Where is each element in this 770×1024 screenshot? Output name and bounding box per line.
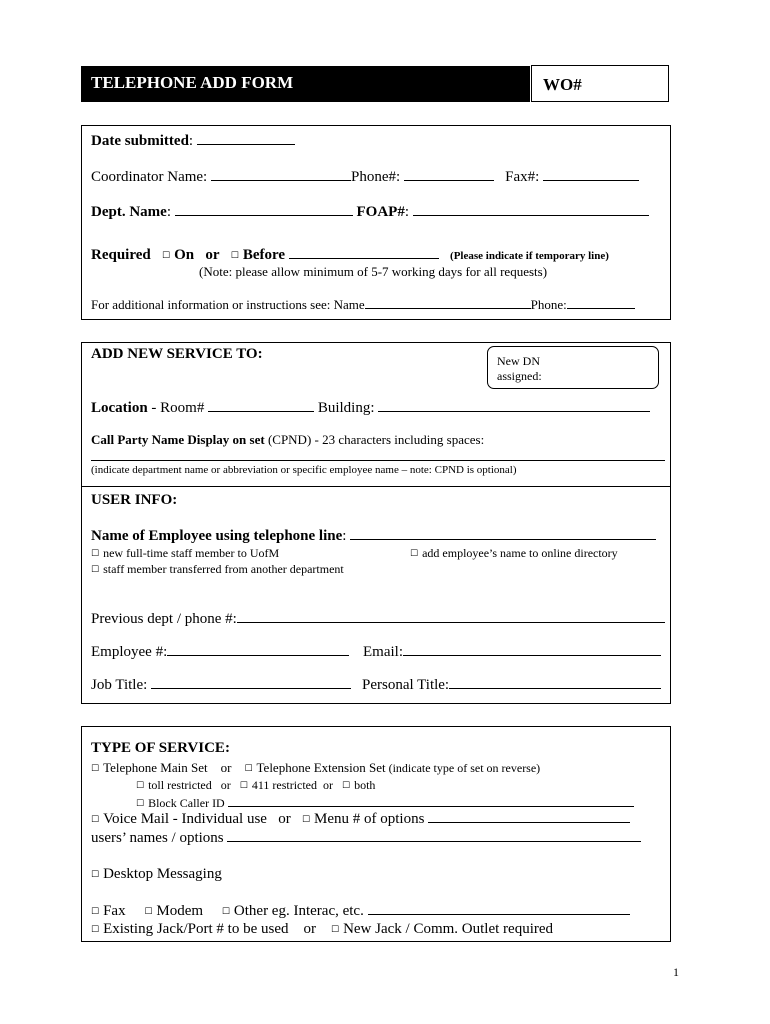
dept-name-field[interactable] [175,203,353,216]
room-label: - Room# [147,400,205,416]
building-field[interactable] [378,399,650,412]
employee-name-field[interactable] [350,527,656,540]
checkbox-icon[interactable]: ☐ [136,781,145,791]
other-field[interactable] [368,902,630,915]
personal-title-row [362,676,661,694]
user-info-heading: USER INFO: [91,492,178,508]
modem-label: Modem [156,903,204,919]
checkbox-icon[interactable]: ☐ [91,549,100,559]
or-label: or [220,778,231,792]
page-number: 1 [673,965,679,979]
new-staff-label: new full-time staff member to UofM [103,546,280,560]
fax-label: Fax [103,903,126,919]
new-dn-label: New DN [497,354,540,368]
checkbox-icon[interactable]: ☐ [161,251,171,261]
form-title: TELEPHONE ADD FORM [81,66,530,102]
required-label: Required [91,247,151,263]
checkbox-icon[interactable]: ☐ [91,925,100,935]
transferred-label: staff member transferred from another department [103,562,344,576]
checkbox-icon[interactable]: ☐ [244,764,253,774]
checkbox-icon[interactable]: ☐ [410,549,419,559]
requester-info-section [81,125,671,320]
add-directory-label: add employee’s name to online directory [422,546,618,560]
previous-dept-label: Previous dept / phone #: [91,611,237,627]
previous-dept-field[interactable] [237,610,665,623]
other-label: Other eg. Interac, etc. [233,903,364,919]
employee-colon: : [342,528,347,544]
date-colon: : [188,133,194,149]
wo-number-field[interactable] [531,65,669,102]
foap-colon: : [404,204,409,220]
employee-number-label: Employee #: [91,644,168,660]
coordinator-row [91,168,639,186]
block-caller-row [136,794,634,811]
previous-dept-row [91,610,665,628]
block-caller-label: Block Caller ID [148,796,225,810]
coordinator-name-label: Coordinator Name: [91,169,208,185]
or-label: or [205,247,220,263]
before-label: Before [242,247,286,263]
checkbox-icon[interactable]: ☐ [91,764,100,774]
fax-modem-row [91,902,630,920]
or-label: or [303,921,316,937]
date-submitted-field[interactable] [197,132,295,145]
set-type-row [91,760,540,776]
employee-name-row [91,527,656,545]
checkbox-icon[interactable]: ☐ [91,870,100,880]
extension-set-label: Telephone Extension Set [256,760,386,775]
menu-options-label: Menu # of options [314,811,425,827]
before-date-field[interactable] [289,246,439,259]
new-dn-assigned-label: assigned: [497,369,542,383]
voice-mail-label: Voice Mail - Individual use [103,811,267,827]
dept-name-label: Dept. Name [91,204,167,220]
transferred-option[interactable] [91,562,344,577]
personal-title-field[interactable] [449,676,661,689]
or-label: or [278,811,291,827]
checkbox-icon[interactable]: ☐ [91,815,100,825]
desktop-messaging-option[interactable] [91,866,222,883]
new-dn-box[interactable] [487,346,659,389]
checkbox-icon[interactable]: ☐ [239,781,248,791]
both-label: both [354,778,376,792]
checkbox-icon[interactable]: ☐ [91,907,100,917]
room-field[interactable] [208,399,314,412]
phone-label: Phone#: [350,169,401,185]
dept-row [91,203,649,221]
new-jack-label: New Jack / Comm. Outlet required [343,921,554,937]
on-label: On [174,247,195,263]
foap-label: FOAP# [356,204,405,220]
job-title-field[interactable] [151,676,351,689]
fax-field[interactable] [543,168,639,181]
jack-row [91,921,553,938]
cpnd-field[interactable] [91,460,665,461]
employee-number-row [91,643,349,661]
location-label: Location [91,400,148,416]
existing-jack-label: Existing Jack/Port # to be used [103,921,289,937]
wo-label: WO# [543,75,582,94]
checkbox-icon[interactable]: ☐ [342,781,351,791]
phone-field[interactable] [404,168,494,181]
users-names-field[interactable] [227,829,641,842]
email-label: Email: [363,644,403,660]
restriction-row [136,778,375,793]
building-label: Building: [317,400,375,416]
add-new-service-heading: ADD NEW SERVICE TO: [91,346,263,362]
contact-name-field[interactable] [365,296,531,309]
desktop-messaging-label: Desktop Messaging [103,866,222,882]
required-row [91,246,609,264]
working-days-note: (Note: please allow minimum of 5-7 working days for all requests) [199,264,548,279]
fax-label: Fax#: [505,169,540,185]
email-field[interactable] [403,643,661,656]
job-title-label: Job Title: [91,677,148,693]
cpnd-note: (indicate department name or abbreviation or specific employee name – note: CPND is optional) [91,464,517,476]
date-submitted-label: Date submitted [91,133,189,149]
coordinator-name-field[interactable] [211,168,351,181]
email-row [363,643,661,661]
add-directory-option[interactable] [410,546,618,561]
extension-set-note: (indicate type of set on reverse) [385,761,541,775]
voice-mail-row [91,810,630,828]
or-label: or [323,778,334,792]
checkbox-icon[interactable]: ☐ [301,815,311,825]
phone2-label: Phone: [530,297,567,312]
cpnd-label: Call Party Name Display on set [91,432,265,447]
location-row [91,399,650,417]
employee-name-label: Name of Employee using telephone line [91,528,343,544]
checkbox-icon[interactable]: ☐ [330,925,340,935]
personal-title-label: Personal Title: [362,677,450,693]
checkbox-icon[interactable]: ☐ [136,799,145,809]
checkbox-icon[interactable]: ☐ [221,907,230,917]
dept-colon: : [166,204,171,220]
foap-field[interactable] [413,203,649,216]
checkbox-icon[interactable]: ☐ [230,251,239,261]
checkbox-icon[interactable]: ☐ [144,907,153,917]
job-title-row [91,676,351,694]
users-names-label: users’ names / options [91,830,224,846]
menu-options-field[interactable] [428,810,630,823]
employee-number-field[interactable] [167,643,349,656]
date-submitted-row [91,132,295,150]
additional-info-label: For additional information or instructions see: Name [91,297,365,312]
main-set-label: Telephone Main Set [103,760,208,775]
block-caller-field[interactable] [228,794,634,807]
additional-info-row [91,296,635,313]
cpnd-row [91,432,484,448]
restricted-411-label: 411 restricted [251,778,318,792]
temporary-line-note: (Please indicate if temporary line) [450,250,609,262]
users-names-row [91,829,641,847]
cpnd-description: (CPND) - 23 characters including spaces: [264,432,485,447]
new-staff-option[interactable] [91,546,279,561]
type-of-service-heading: TYPE OF SERVICE: [91,740,230,756]
section-divider [81,486,671,487]
or-label: or [220,760,232,775]
toll-restricted-label: toll restricted [148,778,212,792]
contact-phone-field[interactable] [567,296,635,309]
checkbox-icon[interactable]: ☐ [91,565,100,575]
